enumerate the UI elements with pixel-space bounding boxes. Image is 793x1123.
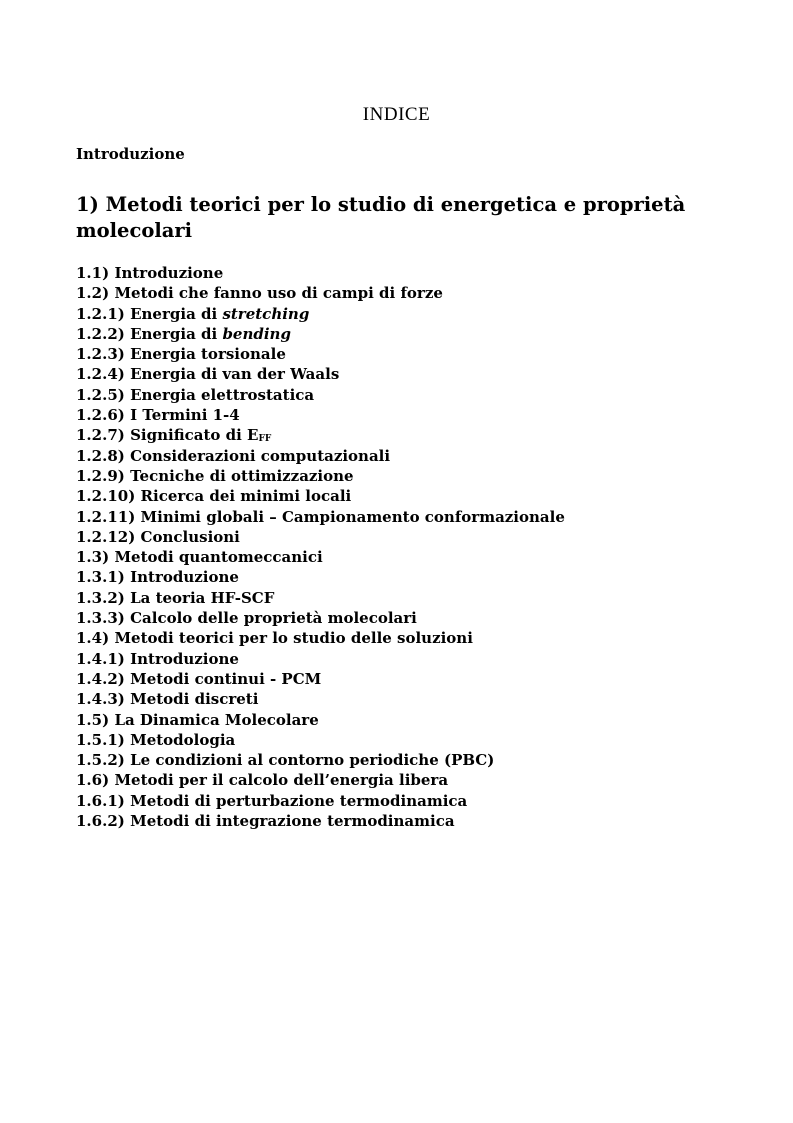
toc-entry-number: 1.2.3) xyxy=(76,345,125,364)
toc-entry-text: Le condizioni al contorno periodiche (PBC) xyxy=(130,751,495,770)
toc-entry xyxy=(76,385,565,405)
toc-entry xyxy=(76,446,565,466)
toc-entry-italic-term: bending xyxy=(222,324,291,343)
toc-entry-text: Metodi teorici per lo studio delle soluzioni xyxy=(114,629,473,648)
toc-entry xyxy=(76,669,565,689)
toc-entry xyxy=(76,527,565,547)
chapter-heading-line2: molecolari xyxy=(76,219,193,242)
toc-entry-number: 1.4.2) xyxy=(76,669,125,688)
toc-entry-text: Energia di xyxy=(130,304,218,323)
toc-entry xyxy=(76,628,565,648)
page-title: INDICE xyxy=(362,104,431,125)
toc-entry-text: Energia elettrostatica xyxy=(130,385,315,404)
toc-entry-number: 1.2.11) xyxy=(76,507,136,526)
toc-entry-text: Significato di E xyxy=(130,426,259,445)
toc-entry-number: 1.2.6) xyxy=(76,406,125,425)
toc-entry-number: 1.1) xyxy=(76,264,110,282)
toc-entry-text: Introduzione xyxy=(114,264,224,282)
toc-entry-text: Ricerca dei minimi locali xyxy=(140,487,352,506)
toc-entry-text: Metodi continui - PCM xyxy=(130,669,322,688)
toc-entry-text: Introduzione xyxy=(130,568,239,587)
toc-entry-number: 1.5) xyxy=(76,710,110,729)
toc-entry-subscript: FF xyxy=(258,434,272,445)
toc-entry-number: 1.6.1) xyxy=(76,791,125,810)
toc-entry-text: Calcolo delle proprietà molecolari xyxy=(130,609,417,628)
toc-entry-number: 1.2.4) xyxy=(76,365,125,384)
toc-entry-text: Considerazioni computazionali xyxy=(130,446,391,465)
toc-entry xyxy=(76,466,565,486)
toc-entry-text: Conclusioni xyxy=(140,527,240,546)
toc-entry-number: 1.5.1) xyxy=(76,730,125,749)
toc-entry-italic-term: stretching xyxy=(222,304,310,323)
toc-entry-number: 1.4.1) xyxy=(76,649,125,668)
toc-entry-number: 1.3.3) xyxy=(76,609,125,628)
toc-entry xyxy=(76,588,565,608)
chapter-heading xyxy=(76,192,716,244)
toc-entry xyxy=(76,364,565,384)
toc-entry-number: 1.2.2) xyxy=(76,324,125,343)
toc-entry xyxy=(76,283,565,303)
toc-entry-number: 1.2.9) xyxy=(76,466,125,485)
toc-entry xyxy=(76,730,565,750)
toc-entry xyxy=(76,770,565,790)
intro-heading: Introduzione xyxy=(76,145,185,163)
toc-entry-number: 1.2.8) xyxy=(76,446,125,465)
toc-entry-number: 1.6.2) xyxy=(76,812,125,831)
toc-entry xyxy=(76,507,565,527)
toc-entry xyxy=(76,649,565,669)
toc-entry xyxy=(76,750,565,770)
toc-entry-text: Introduzione xyxy=(130,649,239,668)
toc-entry-text: La Dinamica Molecolare xyxy=(114,710,319,729)
toc-entry-text: Metodi di perturbazione termodinamica xyxy=(130,791,468,810)
toc-entry-number: 1.4) xyxy=(76,629,110,648)
toc-entry-text: Metodi quantomeccanici xyxy=(114,548,323,567)
toc-entry-text: I Termini 1-4 xyxy=(130,406,240,425)
toc-entry xyxy=(76,791,565,811)
toc-entry-number: 1.3) xyxy=(76,548,110,567)
toc-entry xyxy=(76,811,565,831)
toc-entry-text: Metodi discreti xyxy=(130,690,259,709)
toc-entry xyxy=(76,405,565,425)
toc-entry-number: 1.6) xyxy=(76,771,110,790)
toc-entry-text: Metodi che fanno uso di campi di forze xyxy=(114,284,443,303)
toc-entry-number: 1.5.2) xyxy=(76,751,125,770)
toc-entry-text: Metodi per il calcolo dell’energia libera xyxy=(114,771,449,790)
toc-entry xyxy=(76,547,565,567)
chapter-heading-line1: 1) Metodi teorici per lo studio di energetica e proprietà xyxy=(76,193,686,216)
toc-entry-number: 1.2.7) xyxy=(76,426,125,445)
toc-entry-text: Energia torsionale xyxy=(130,345,286,364)
toc-entry-number: 1.3.2) xyxy=(76,588,125,607)
table-of-contents xyxy=(76,263,565,831)
toc-entry xyxy=(76,710,565,730)
toc-entry-text: Minimi globali – Campionamento conformazionale xyxy=(140,507,565,526)
toc-entry xyxy=(76,567,565,587)
toc-entry xyxy=(76,689,565,709)
toc-entry xyxy=(76,344,565,364)
toc-entry xyxy=(76,425,565,445)
toc-entry-number: 1.2) xyxy=(76,284,110,303)
toc-entry-number: 1.2.12) xyxy=(76,527,136,546)
toc-entry-text: La teoria HF-SCF xyxy=(130,588,275,607)
toc-entry-number: 1.2.5) xyxy=(76,385,125,404)
toc-entry-number: 1.2.1) xyxy=(76,304,125,323)
toc-entry-number: 1.4.3) xyxy=(76,690,125,709)
toc-entry-text: Metodi di integrazione termodinamica xyxy=(130,812,455,831)
toc-entry xyxy=(76,324,565,344)
toc-entry-number: 1.2.10) xyxy=(76,487,136,506)
toc-entry-text: Energia di van der Waals xyxy=(130,365,340,384)
toc-entry xyxy=(76,608,565,628)
toc-entry-text: Energia di xyxy=(130,324,218,343)
toc-entry xyxy=(76,263,565,283)
toc-entry xyxy=(76,304,565,324)
toc-entry xyxy=(76,486,565,506)
toc-entry-number: 1.3.1) xyxy=(76,568,125,587)
toc-entry-text: Tecniche di ottimizzazione xyxy=(130,466,354,485)
toc-entry-text: Metodologia xyxy=(130,730,236,749)
